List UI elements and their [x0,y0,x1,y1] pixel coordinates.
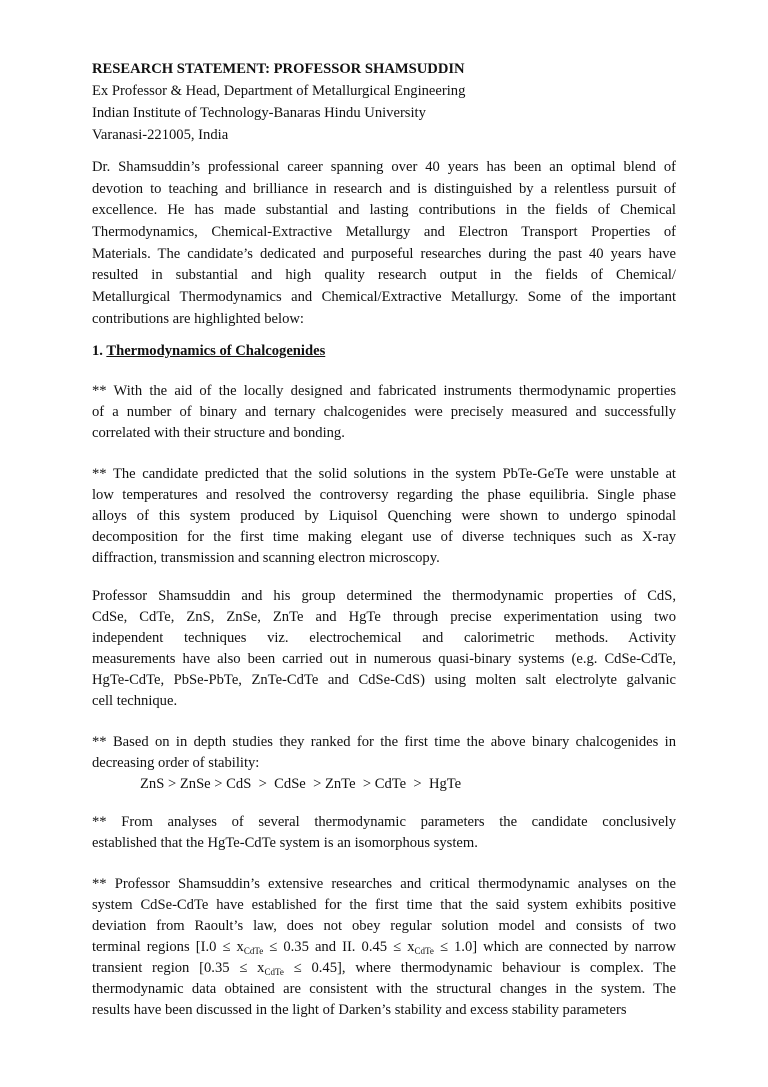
text-line: excellence. He has made substantial and lasting contributions in the fields of Chemical [92,202,676,219]
text-segment: thermodynamic data obtained are consistent with the structural changes in the system. The [92,981,676,997]
paragraph-hgte-cdte [92,812,676,854]
paragraph-instruments [92,381,676,444]
subscript: CdTe [243,946,264,956]
author-address: Varanasi-221005, India [92,127,229,143]
paragraph-pbte-gete [92,464,676,569]
subscript: CdTe [414,946,434,956]
text-line: measurements have also been carried out in numerous quasi-binary systems (e.g. CdSe-CdTe, [92,651,676,667]
author-position: Ex Professor & Head, Department of Metallurgical Engineering [92,83,466,99]
text-line: ** With the aid of the locally designed and fabricated instruments thermodynamic properties [92,383,676,399]
text-segment: ≤ 1.0] which are connected by narrow [433,939,676,955]
text-segment: ≤ 0.35 and II. 0.45 ≤ x [263,939,415,955]
intro-paragraph [92,157,676,331]
text-line: decreasing order of stability: [92,755,260,771]
text-line: alloys of this system produced by Liquisol Quenching were shown to undergo spinodal [92,508,676,524]
text-line: contributions are highlighted below: [92,310,304,327]
text-line: Metallurgical Thermodynamics and Chemical/Extractive Metallurgy. Some of the important [92,289,676,306]
text-segment: deviation from Raoult’s law, does not obey regular solution model and consists of two [92,918,676,934]
text-segment: ** Professor Shamsuddin’s extensive researches and critical thermodynamic analyses on the [92,876,676,892]
paragraph-stability-ranking [92,732,676,774]
author-institution: Indian Institute of Technology-Banaras Hindu University [92,105,426,121]
text-line: decomposition for the first time making elegant use of diverse techniques such as X-ray [92,529,676,545]
text-segment: ≤ 0.45], where thermodynamic behaviour is complex. The [283,960,676,976]
text-line: devotion to teaching and brilliance in research and is distinguished by a relentless pursuit of [92,180,676,197]
paragraph-cdse-cdte [92,874,676,1021]
text-line: Dr. Shamsuddin’s professional career spanning over 40 years has been an optimal blend of [92,159,676,175]
text-line [92,874,676,895]
text-line [92,937,676,958]
text-line [92,979,676,1000]
section-number: 1. [92,343,107,359]
text-line [92,958,676,979]
text-line [92,895,676,916]
text-line [92,1000,676,1021]
text-segment: system CdSe-CdTe have established for the first time that the said system exhibits positive [92,897,676,913]
text-line: CdSe, CdTe, ZnS, ZnSe, ZnTe and HgTe through precise experimentation using two [92,609,676,625]
section-title: Thermodynamics of Chalcogenides [106,343,326,359]
text-line: cell technique. [92,693,178,709]
text-line [92,916,676,937]
document-title: RESEARCH STATEMENT: PROFESSOR SHAMSUDDIN [92,61,465,77]
stability-order-text: ZnS > ZnSe > CdS > CdSe > ZnTe > CdTe > HgTe [140,776,462,792]
paragraph-thermo-properties [92,586,676,712]
text-line: HgTe-CdTe, PbSe-PbTe, ZnTe-CdTe and CdSe-CdS) using molten salt electrolyte galvanic [92,672,676,688]
text-segment: results have been discussed in the light of Darken’s stability and excess stability parameters [92,1002,627,1018]
text-line: resulted in substantial and high quality research output in the fields of Chemical/ [92,267,676,284]
text-line: low temperatures and resolved the controversy regarding the phase equilibria. Single phase [92,487,676,503]
text-line: independent techniques viz. electrochemical and calorimetric methods. Activity [92,630,676,646]
subscript: CdTe [264,967,284,977]
text-line: established that the HgTe-CdTe system is an isomorphous system. [92,835,478,851]
section-heading [92,341,676,362]
text-line: Professor Shamsuddin and his group determined the thermodynamic properties of CdS, [92,588,676,604]
text-line: of a number of binary and ternary chalcogenides were precisely measured and successfully [92,404,676,420]
document-header [92,58,676,146]
text-segment: terminal regions [I.0 ≤ x [92,939,244,955]
text-line: Thermodynamics, Chemical-Extractive Metallurgy and Electron Transport Properties of [92,224,676,241]
text-line: ** Based on in depth studies they ranked for the first time the above binary chalcogenides in [92,734,676,750]
text-line: Materials. The candidate’s dedicated and purposeful researches during the past 40 years have [92,245,676,262]
text-line: ** The candidate predicted that the solid solutions in the system PbTe-GeTe were unstable at [92,466,676,482]
text-line: ** From analyses of several thermodynamic parameters the candidate conclusively [92,814,676,830]
text-line: correlated with their structure and bonding. [92,425,345,441]
text-segment: transient region [0.35 ≤ x [92,960,265,976]
text-line: diffraction, transmission and scanning electron microscopy. [92,550,440,566]
stability-order [140,774,640,795]
